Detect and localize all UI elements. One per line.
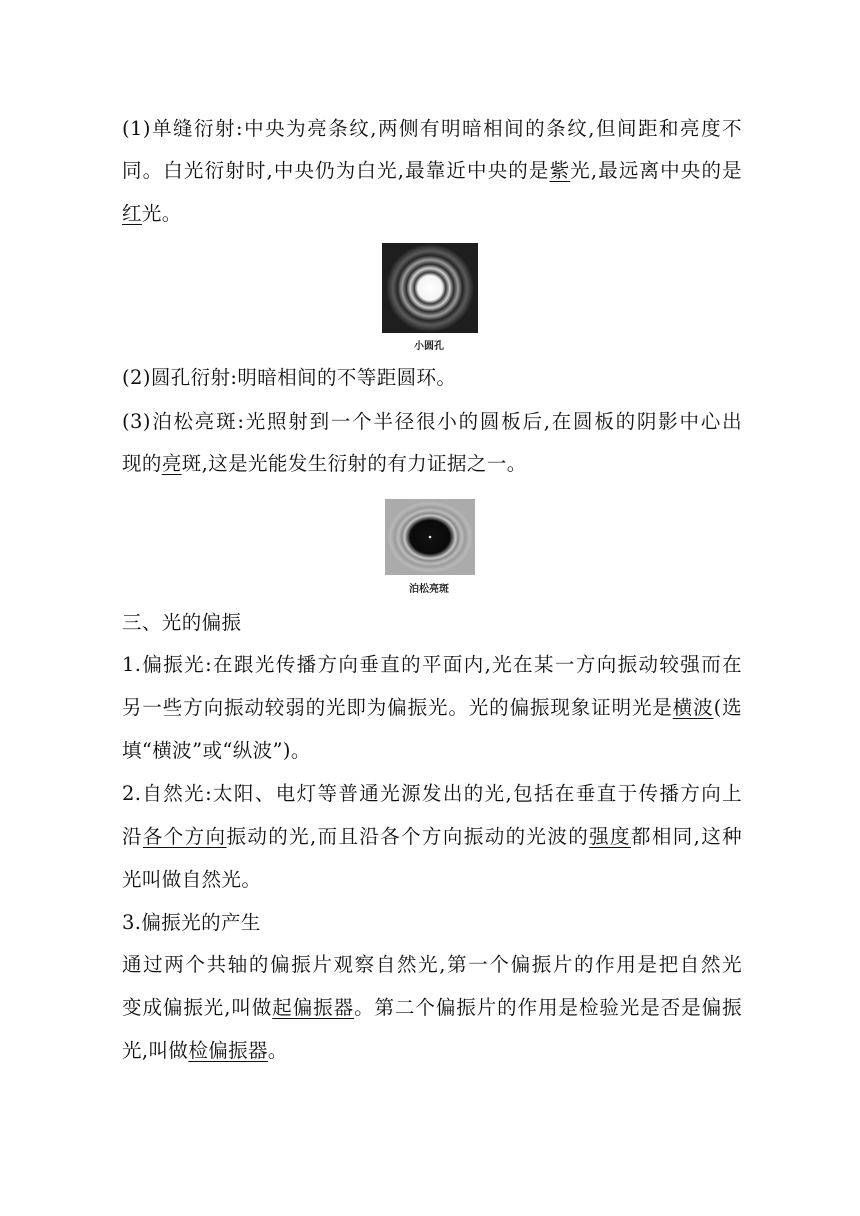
item3-line2-text-a: 变成偏振光,叫做 (122, 996, 273, 1019)
p2-line1: (2)圆孔衍射:明暗相间的不等距圆环。 (122, 366, 457, 389)
poisson-spot-image (385, 499, 475, 575)
item3-line2 (122, 996, 742, 1020)
p1-line2-text-a: 同。白光衍射时,中央仍为白光,最靠近中央的是 (122, 159, 550, 182)
item1-line2-text-a: 另一些方向振动较弱的光即为偏振光。光的偏振现象证明光是 (122, 696, 673, 719)
item2-line2-text-c: 都相同,这种 (630, 825, 742, 848)
item2-line2-text-b: 振动的光,而且沿各个方向振动的光波的 (226, 825, 590, 848)
item2-line3: 光叫做自然光。 (122, 868, 262, 891)
item2-line1: 2.自然光:太阳、电灯等普通光源发出的光,包括在垂直于传播方向上 (122, 782, 742, 805)
answer-all-directions: 各个方向 (142, 825, 227, 848)
p1-line1: (1)单缝衍射:中央为亮条纹,两侧有明暗相间的条纹,但间距和亮度不 (122, 117, 742, 140)
p3-line1: (3)泊松亮斑:光照射到一个半径很小的圆板后,在圆板的阴影中心出 (122, 410, 742, 433)
item3-line3-text-b: 。 (267, 1039, 288, 1062)
answer-analyzer: 检偏振器 (188, 1039, 268, 1062)
item3-heading: 3.偏振光的产生 (122, 911, 261, 934)
item3-line1: 通过两个共轴的偏振片观察自然光,第一个偏振片的作用是把自然光 (122, 953, 742, 976)
item3-line2-text-b: 。第二个偏振片的作用是检验光是否是偏振 (354, 996, 742, 1019)
item1-line2 (122, 696, 742, 720)
item1-line2-text-b: (选 (713, 696, 742, 719)
item3-line3 (122, 1039, 288, 1063)
answer-transverse-wave: 横波 (672, 696, 714, 719)
p3-line2 (122, 452, 527, 476)
p1-line3 (122, 202, 182, 226)
p1-line2 (122, 159, 742, 183)
p1-line2-text-b: 光,最远离中央的是 (570, 159, 742, 182)
p3-line2-text-b: 斑,这是光能发生衍射的有力证据之一。 (181, 452, 527, 475)
item1-line1: 1.偏振光:在跟光传播方向垂直的平面内,光在某一方向振动较强而在 (122, 653, 742, 676)
fig1-caption: 小圆孔 (414, 341, 444, 352)
p1-line3-text: 光。 (141, 202, 182, 225)
fig2-caption: 泊松亮斑 (409, 584, 449, 595)
circular-aperture-diffraction-image (382, 243, 478, 333)
answer-red: 红 (122, 202, 142, 225)
item2-line2 (122, 825, 742, 849)
item1-line3: 填“横波”或“纵波”)。 (122, 739, 311, 762)
answer-bright: 亮 (161, 452, 182, 475)
p3-line2-text-a: 现的 (122, 452, 162, 475)
item2-line2-text-a: 沿 (122, 825, 143, 848)
item3-line3-text-a: 光,叫做 (122, 1039, 189, 1062)
answer-violet: 紫 (549, 159, 571, 182)
section-heading: 三、光的偏振 (122, 611, 242, 634)
answer-polarizer: 起偏振器 (272, 996, 355, 1019)
answer-intensity: 强度 (589, 825, 631, 848)
